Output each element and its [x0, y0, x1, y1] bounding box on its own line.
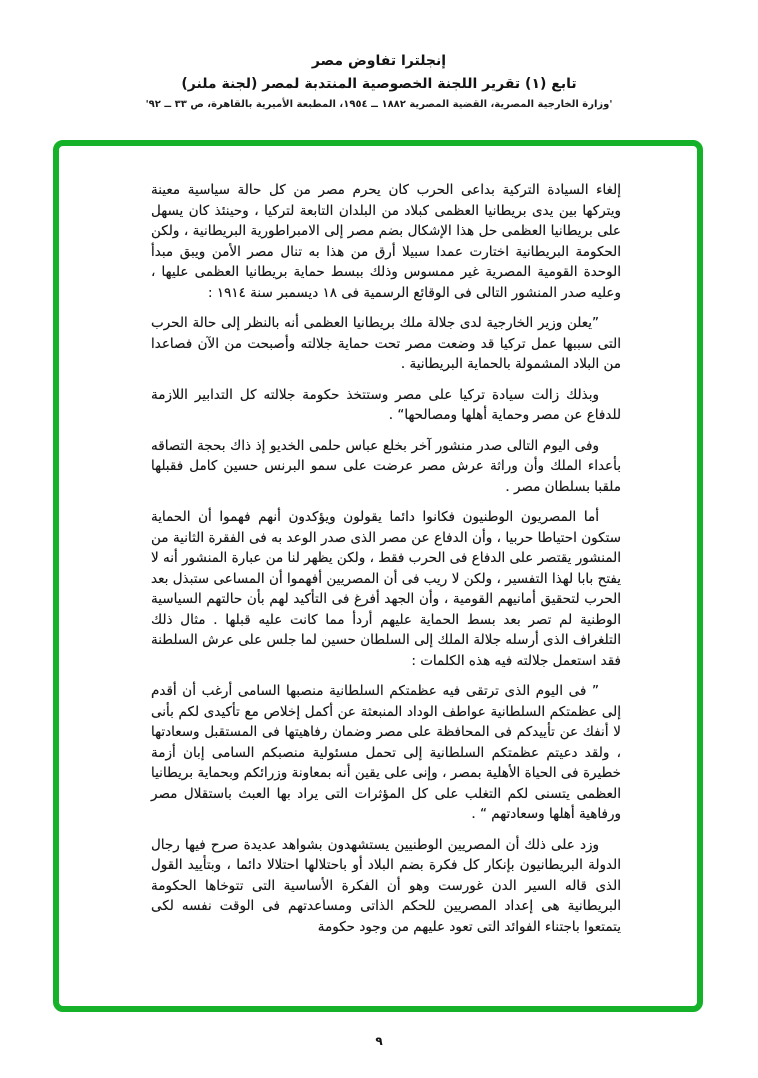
paragraph-sovereignty-abolition: إلغاء السيادة التركية بداعى الحرب كان يحرم مصر من كل حالة سياسية معينة ويتركها بين يدى بريطانيا العظمى كبلاد من البلدان التابعة لتركيا ، وحينئذ كان يسهل على بريطانيا العظمى حل هذا الإشكال بضم مصر إلى الامبراطورية البريطانية ، ولكن الحكومة البريطانية اختارت عمدا سبيلا أرق من هذا به تنال مصر الأمن ويبق مبدأ الوحدة القومية المصرية غير ممسوس وذلك ببسط حماية بريطانيا العظمى عليها ، وعليه صدر المنشور التالى فى الوقائع الرسمية فى ١٨ ديسمبر سنة ١٩١٤ : [151, 182, 621, 301]
source-citation: 'وزارة الخارجية المصرية، القضية المصرية ١٨٨٢ ــ ١٩٥٤، المطبعة الأميرية بالقاهرة، ص ٣٣ ــ ٩٢' [145, 99, 613, 110]
document-title: إنجلترا تفاوض مصر [311, 53, 447, 69]
paragraph-british-statesmen-assurances: وزد على ذلك أن المصريين الوطنيين يستشهدون بشواهد عديدة صرح فيها رجال الدولة البريطانيون بإنكار كل فكرة بضم البلاد أو باحتلالها احتلالا دائما ، وبتأييد القول الذى قاله السير الدن غورست وهو أن الفكرة الأساسية التى تتوخاها الحكومة البريطانية هى إعداد المصريين للحكم الذاتى ومساعدتهم فى الوقت نفسه لكى يتمتعوا باجتناء الفوائد التى تعود عليهم من وجود حكومة [151, 836, 621, 935]
document-header [0, 53, 758, 110]
page-number: ٩ [375, 1034, 383, 1048]
paragraph-nationalists-interpretation: أما المصريون الوطنيون فكانوا دائما يقولون ويؤكدون أنهم فهموا أن الحماية ستكون احتياطا حربيا ، وأن الدفاع عن مصر الذى صدر الوعد به فى الفقرة الثانية من المنشور يقتصر على الدفاع فى الحرب فقط ، ولكن يظهر لنا من عبارة المنشور أنه لا يفتح بابا لهذا التفسير ، ولكن لا ريب فى أن المصريين أفهموا أن المساعى ستبذل بعد الحرب لتحقيق أمانيهم القومية ، وأن الجهد أفرغ فى التأكيد لهم بأن حالتهم السياسية الوطنية لم تصر بعد بسط الحماية عليهم أردأ مما كانت عليه قبلها . مثال ذلك التلغراف الذى أرسله جلالة الملك إلى السلطان حسين لما جلس على عرش السلطنة فقد استعمل جلالته فيه هذه الكلمات : [151, 509, 621, 669]
paragraph-royal-telegram-quote: ” فى اليوم الذى ترتقى فيه عظمتكم السلطانية منصبها السامى أرغب أن أقدم إلى عظمتكم السلطانية عواطف الوداد المنبعثة عن أكمل إخلاص مع تأكيدى لكم بأنى لا أنفك عن تأييدكم فى المحافظة على مصر وضمان رفاهيتها فى المستقبل وسعادتها ، ولقد دعيتم عظمتكم السلطانية إلى تحمل مسئولية منصبكم السامى إبان أزمة خطيرة فى الحياة الأهلية بمصر ، وإنى على يقين أنه بمعاونة وزرائكم وبحماية بريطانيا العظمى يتسنى لكم التغلب على كل المؤثرات التى يراد بها العبث باستقلال مصر ورفاهية أهلها وسعادتهم “ . [151, 683, 621, 822]
document-subtitle: تابع (١) تقرير اللجنة الخصوصية المنتدبة لمصر (لجنة ملنر) [181, 76, 577, 92]
paragraph-protectorate-proclamation-quote-end: وبذلك زالت سيادة تركيا على مصر وستتخذ حكومة جلالته كل التدابير اللازمة للدفاع عن مصر وحماية أهلها ومصالحها“ . [151, 386, 621, 423]
paragraph-protectorate-proclamation-quote: ”يعلن وزير الخارجية لدى جلالة ملك بريطانيا العظمى أنه بالنظر إلى حالة الحرب التى سببها عمل تركيا قد وضعت مصر تحت حماية جلالته وأصبحت من الآن فصاعدا من البلاد المشمولة بالحماية البريطانية . [151, 315, 621, 372]
document-body [151, 180, 621, 947]
paragraph-khedive-deposition: وفى اليوم التالى صدر منشور آخر بخلع عباس حلمى الخديو إذ ذاك بحجة التصاقه بأعداء الملك وأن وراثة عرش مصر عرضت على سمو البرنس حسين كامل فقبلها ملقبا بسلطان مصر . [151, 437, 621, 495]
